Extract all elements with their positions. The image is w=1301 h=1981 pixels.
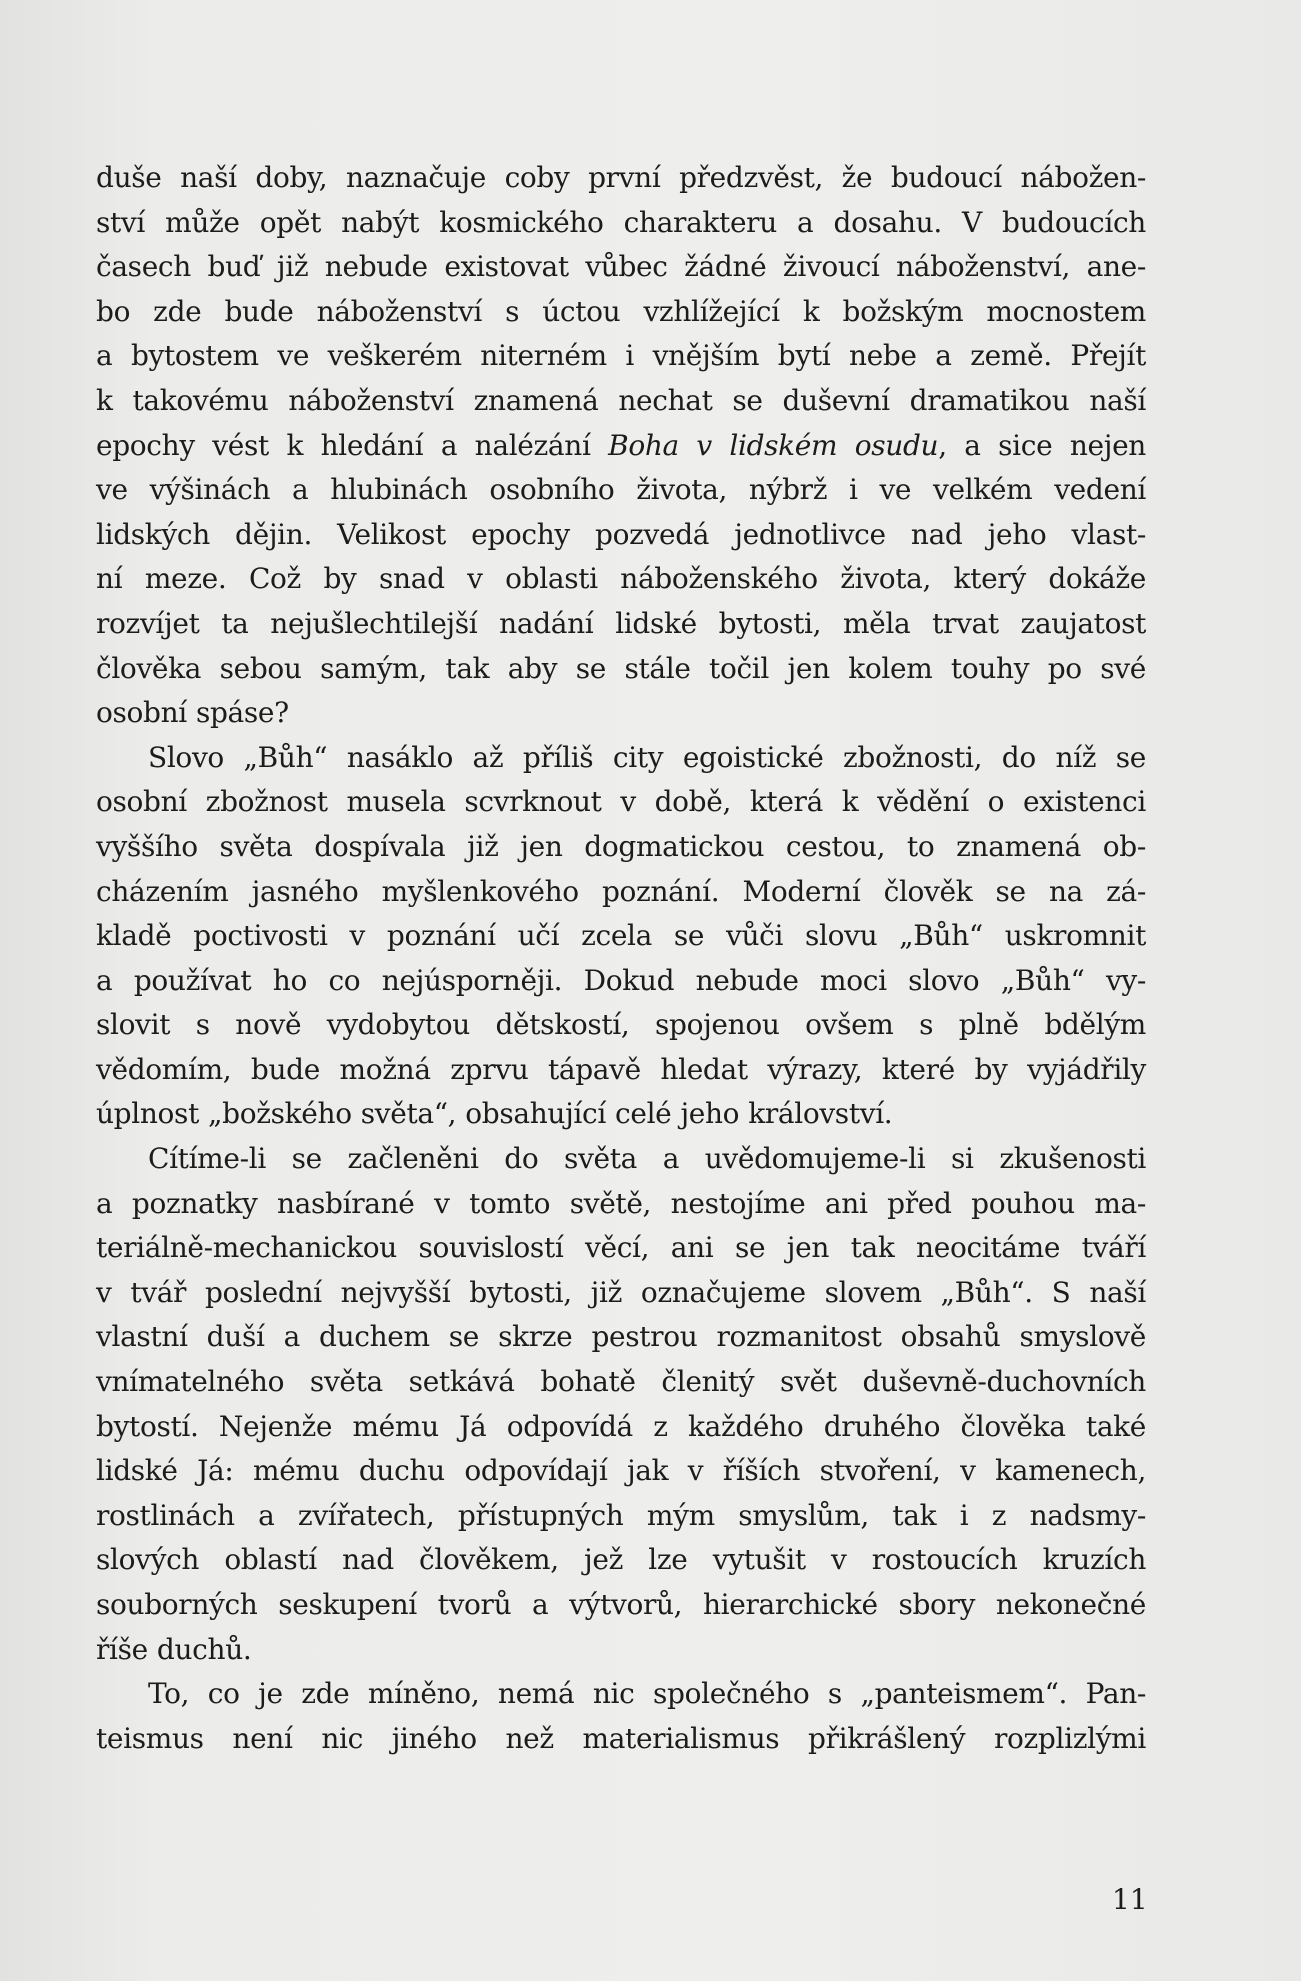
text-line: duše naší doby, naznačuje coby první předzvěst, že budoucí nábožen- xyxy=(96,161,1146,194)
text-line: vnímatelného světa setkává bohatě členitý svět duševně-duchovních xyxy=(96,1365,1146,1399)
text-segment: epochy vést k hledání a nalézání xyxy=(96,428,609,462)
text-line: ve výšinách a hlubinách osobního života, nýbrž i ve velkém vedení xyxy=(96,473,1146,507)
page-number: 11 xyxy=(1112,1883,1148,1916)
text-line: Cítíme-li se začleněni do světa a uvědomujeme-li si zkušenosti xyxy=(148,1142,1146,1176)
text-line: Slovo „Bůh“ nasáklo až příliš city egoistické zbožnosti, do níž se xyxy=(148,740,1146,774)
text-line: a bytostem ve veškerém niterném i vnějším bytí nebe a země. Přejít xyxy=(96,339,1146,373)
text-line: teriálně-mechanickou souvislostí věcí, ani se jen tak neocitáme tváří xyxy=(96,1231,1146,1265)
text-line: vyššího světa dospívala již jen dogmatickou cestou, to znamená ob- xyxy=(96,829,1146,863)
text-line: rozvíjet ta nejušlechtilejší nadání lidské bytosti, měla trvat zaujatost xyxy=(96,606,1146,640)
text-line: ství může opět nabýt kosmického charakteru a dosahu. V budoucích xyxy=(96,205,1146,239)
text-line: vlastní duší a duchem se skrze pestrou rozmanitost obsahů smyslově xyxy=(96,1320,1146,1354)
text-line: rostlinách a zvířatech, přístupných mým smyslům, tak i z nadsmy- xyxy=(96,1498,1146,1532)
text-segment: , a sice nejen xyxy=(938,428,1146,462)
text-line: bytostí. Nejenže mému Já odpovídá z každého druhého člověka také xyxy=(96,1409,1146,1443)
text-line: osobní spáse? xyxy=(96,696,289,730)
text-line: v tvář poslední nejvyšší bytosti, již označujeme slovem „Bůh“. S naší xyxy=(96,1275,1146,1309)
text-line: cházením jasného myšlenkového poznání. Moderní člověk se na zá- xyxy=(96,874,1146,908)
text-line: To, co je zde míněno, nemá nic společného s „panteismem“. Pan- xyxy=(148,1677,1146,1711)
text-line: osobní zbožnost musela scvrknout v době, která k vědění o existenci xyxy=(96,785,1146,819)
text-line: kladě poctivosti v poznání učí zcela se vůči slovu „Bůh“ uskromnit xyxy=(96,919,1146,953)
text-line: lidské Já: mému duchu odpovídají jak v říších stvoření, v kamenech, xyxy=(96,1454,1146,1488)
text-line: k takovému náboženství znamená nechat se duševní dramatikou naší xyxy=(96,383,1146,417)
body-text xyxy=(96,156,1146,1761)
italic-phrase: Boha v lidském osudu xyxy=(608,428,939,462)
text-line: a používat ho co nejúsporněji. Dokud nebude moci slovo „Bůh“ vy- xyxy=(96,963,1146,997)
text-line xyxy=(96,424,1146,469)
text-line: souborných seskupení tvorů a výtvorů, hierarchické sbory nekonečné xyxy=(96,1588,1146,1621)
text-line: časech buď již nebude existovat vůbec žádné živoucí náboženství, ane- xyxy=(96,250,1146,284)
text-line: ní meze. Což by snad v oblasti náboženského života, který dokáže xyxy=(96,562,1146,596)
text-line: bo zde bude náboženství s úctou vzhlížející k božským mocnostem xyxy=(96,294,1146,328)
text-line: úplnost „božského světa“, obsahující celé jeho království. xyxy=(96,1097,893,1131)
text-line: teismus není nic jiného než materialismus přikrášlený rozplizlými xyxy=(96,1721,1146,1755)
text-line: vědomím, bude možná zprvu tápavě hledat výrazy, které by vyjádřily xyxy=(96,1052,1146,1086)
text-line: říše duchů. xyxy=(96,1632,252,1666)
text-line: lidských dějin. Velikost epochy pozvedá jednotlivce nad jeho vlast- xyxy=(96,517,1146,551)
text-line: a poznatky nasbírané v tomto světě, nestojíme ani před pouhou ma- xyxy=(96,1186,1146,1220)
text-line: člověka sebou samým, tak aby se stále točil jen kolem touhy po své xyxy=(96,651,1146,685)
text-line: slových oblastí nad člověkem, jež lze vytušit v rostoucích kruzích xyxy=(96,1543,1146,1577)
text-line: slovit s nově vydobytou dětskostí, spojenou ovšem s plně bdělým xyxy=(96,1008,1146,1042)
